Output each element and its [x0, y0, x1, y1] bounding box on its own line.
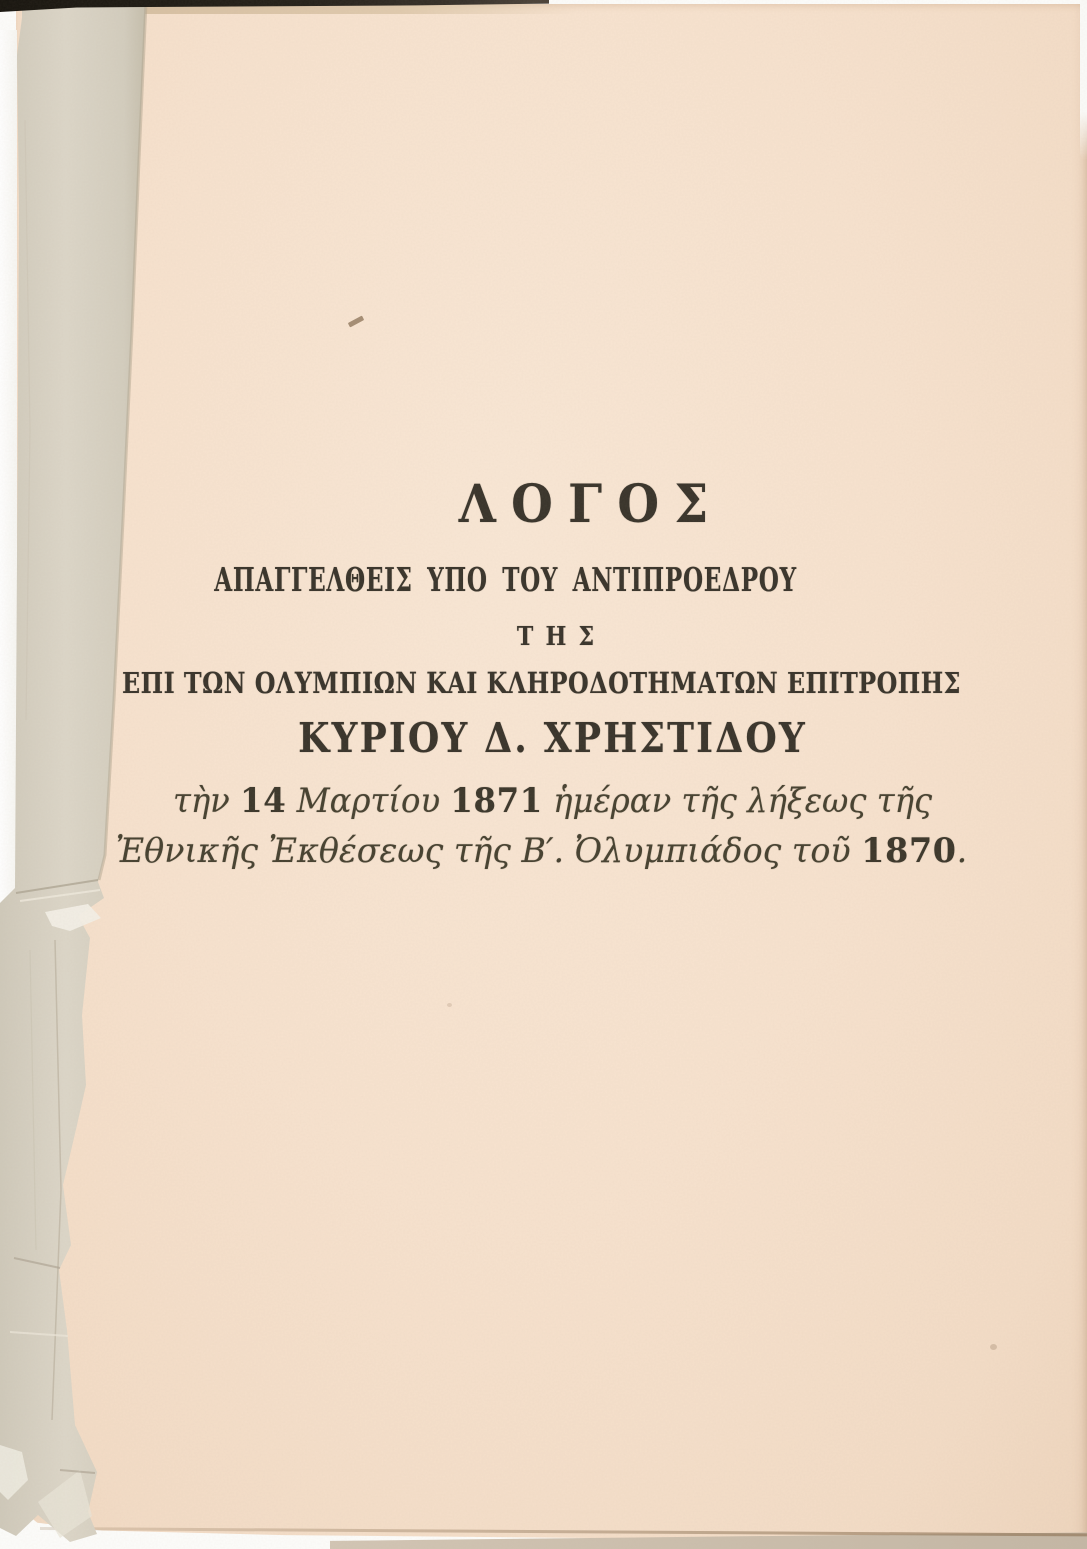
date-line-segment: τὴν: [172, 781, 241, 821]
event-line-segment: .: [956, 831, 968, 871]
subtitle-delivered-by: ΑΠΑΓΓΕΛΘΕΙΣ ΥΠΟ ΤΟΥ ΑΝΤΙΠΡΟΕΔΡΟΥ: [214, 560, 797, 599]
date-line: [36, 781, 1069, 821]
date-year: 1871: [450, 781, 543, 821]
title-logos: ΛΟΓΟΣ: [458, 474, 724, 535]
event-year: 1870: [861, 831, 957, 871]
event-line-segment: Ἐθνικῆς Ἐκθέσεως τῆς Β′. Ὀλυμπιάδος τοῦ: [115, 831, 862, 871]
date-line-segment: ἡμέραν τῆς λήξεως τῆς: [542, 781, 933, 821]
event-line: [9, 831, 1074, 871]
binding-tape: [0, 0, 170, 1549]
ink-speck: [447, 1003, 452, 1007]
speaker-name: ΚΥΡΙΟΥ Δ. ΧΡΗΣΤΙΔΟΥ: [298, 714, 807, 762]
date-day: 14: [240, 781, 287, 821]
date-line-segment: Μαρτίου: [286, 781, 451, 821]
subtitle-tis: ΤΗΣ: [516, 622, 607, 652]
ink-speck: [990, 1344, 997, 1350]
paper-sheet: [16, 4, 1087, 1549]
subtitle-committee: ΕΠΙ ΤΩΝ ΟΛΥΜΠΙΩΝ ΚΑΙ ΚΛΗΡΟΔΟΤΗΜΑΤΩΝ ΕΠΙΤΡΟΠΗΣ: [122, 666, 961, 700]
page-corner-curl: [1080, 0, 1087, 160]
